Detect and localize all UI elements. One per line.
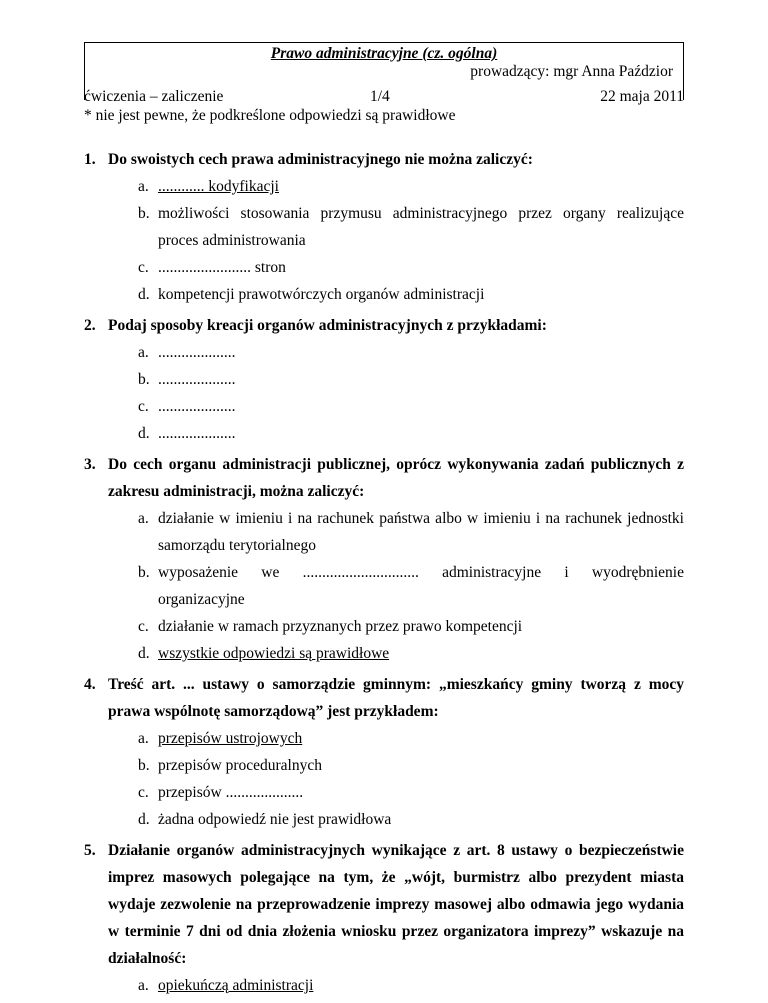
question-text: Podaj sposoby kreacji organów administracyjnych z przykładami: [108, 317, 547, 334]
answer-option [138, 254, 684, 281]
question-text: Do swoistych cech prawa administracyjnego nie można zaliczyć: [108, 151, 533, 168]
answer-option [138, 200, 684, 254]
option-letter: c. [138, 398, 149, 415]
question-2 [84, 312, 684, 447]
answer-option [138, 420, 684, 447]
option-letter: c. [138, 618, 149, 635]
answer-option [138, 640, 684, 667]
option-letter: b. [138, 371, 150, 388]
option-text-underlined: przepisów ustrojowych [158, 730, 303, 747]
question-5 [84, 837, 684, 999]
question-3 [84, 451, 684, 667]
option-text-continuation: organizacyjne [158, 591, 245, 608]
answer-option [138, 613, 684, 640]
option-text-spread [158, 559, 684, 586]
option-text: .................... [158, 425, 236, 442]
option-text: działanie w imieniu i na rachunek państwa albo w imieniu i na rachunek jednostki samorządu terytorialnego [158, 510, 684, 554]
option-text: kompetencji prawotwórczych organów administracji [158, 286, 485, 303]
answer-option [138, 752, 684, 779]
question-number: 5. [84, 842, 96, 859]
question-text: Treść art. ... ustawy o samorządzie gminnym: „mieszkańcy gminy tworzą z mocy prawa wspólnotę samorządową” jest przykładem: [108, 676, 684, 720]
answer-option [138, 393, 684, 420]
answer-option [138, 173, 684, 200]
page-number: 1/4 [370, 88, 390, 105]
option-text-underlined: opiekuńczą administracji [158, 977, 314, 994]
option-letter: d. [138, 425, 150, 442]
option-text: ........................ stron [158, 259, 286, 276]
option-letter: b. [138, 757, 150, 774]
option-text: .................... [158, 398, 236, 415]
exam-date: 22 maja 2011 [600, 88, 684, 105]
answer-option [138, 559, 684, 613]
option-text: żadna odpowiedź nie jest prawidłowa [158, 811, 392, 828]
info-line [84, 88, 684, 108]
question-number: 4. [84, 676, 96, 693]
answer-option [138, 972, 684, 999]
instructor-name: prowadzący: mgr Anna Paździor [470, 63, 673, 80]
word: i [564, 564, 569, 581]
option-letter: c. [138, 259, 149, 276]
option-letter: c. [138, 784, 149, 801]
answer-option [138, 779, 684, 806]
question-text: Działanie organów administracyjnych wynikające z art. 8 ustawy o bezpieczeństwie imprez masowych polegające na tym, że „wójt, burmistrz albo prezydent miasta wydaje zezwolenie na przeprowadzenie imprezy masowej albo odmawia jego wydania w terminie 7 dni od dnia złożenia wniosku przez organizatora imprezy” wskazuje na działalność: [108, 842, 684, 967]
option-letter: d. [138, 645, 150, 662]
question-number: 3. [84, 456, 96, 473]
option-letter: a. [138, 977, 149, 994]
word: wyodrębnienie [591, 564, 684, 581]
question-number: 2. [84, 317, 96, 334]
answer-option [138, 725, 684, 752]
exam-type: ćwiczenia – zaliczenie [84, 88, 224, 105]
option-letter: a. [138, 510, 149, 527]
option-letter: d. [138, 286, 150, 303]
question-4 [84, 671, 684, 833]
option-text-underlined: wszystkie odpowiedzi są prawidłowe [158, 645, 390, 662]
word: we [261, 564, 280, 581]
answer-option [138, 281, 684, 308]
option-text: działanie w ramach przyznanych przez prawo kompetencji [158, 618, 523, 635]
question-list [84, 146, 684, 1003]
word: wyposażenie [158, 564, 239, 581]
question-1 [84, 146, 684, 308]
answer-option [138, 505, 684, 559]
option-text-underlined: ............ kodyfikacji [158, 178, 279, 195]
question-number: 1. [84, 151, 96, 168]
option-letter: a. [138, 730, 149, 747]
answer-option [138, 339, 684, 366]
option-text: możliwości stosowania przymusu administracyjnego przez organy realizujące proces administrowania [158, 205, 684, 249]
word: administracyjne [442, 564, 542, 581]
document-title: Prawo administracyjne (cz. ogólna) [270, 45, 498, 62]
answer-option [138, 806, 684, 833]
option-letter: a. [138, 178, 149, 195]
blank-field: .............................. [302, 564, 419, 581]
option-text: .................... [158, 344, 236, 361]
option-letter: b. [138, 205, 150, 222]
option-text: przepisów .................... [158, 784, 304, 801]
option-letter: d. [138, 811, 150, 828]
disclaimer-note: * nie jest pewne, że podkreślone odpowiedzi są prawidłowe [84, 107, 456, 124]
option-text: .................... [158, 371, 236, 388]
option-letter: b. [138, 564, 150, 581]
option-text: przepisów proceduralnych [158, 757, 322, 774]
question-text: Do cech organu administracji publicznej, oprócz wykonywania zadań publicznych z zakresu administracji, można zaliczyć: [108, 456, 684, 500]
answer-option [138, 366, 684, 393]
option-letter: a. [138, 344, 149, 361]
